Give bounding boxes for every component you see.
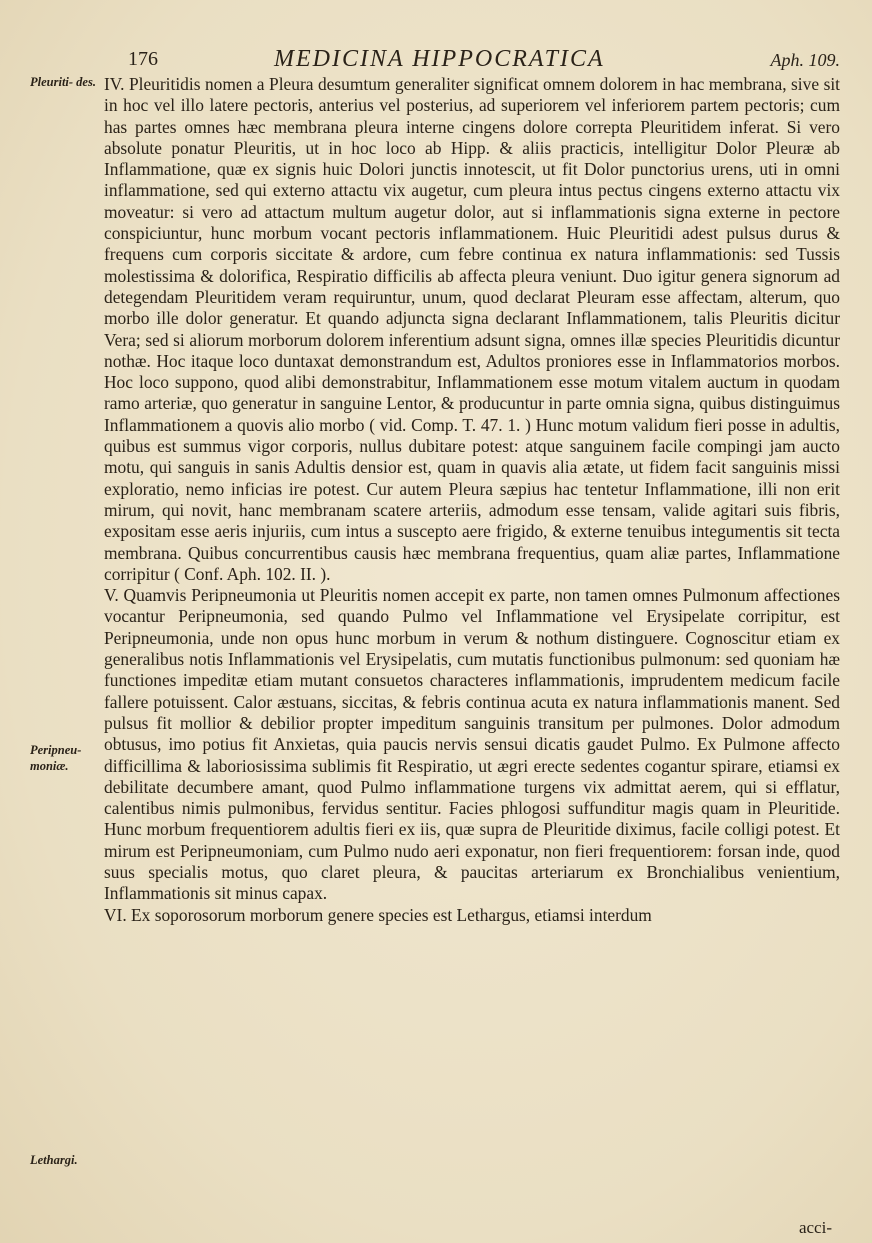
margin-note-lethargi: Lethargi.	[30, 1153, 78, 1167]
paragraph-v: V. Quamvis Peripneumonia ut Pleuritis nomen accepit ex parte, non tamen omnes Pulmonum affectiones vocantur Peripneumonia, sed quando Pulmo vel Inflammatione vel Erysipelate corripitur, est Peripneumonia, unde non opus hunc morbum in verum & nothum distinguere. Cognoscitur etiam ex generalibus notis Inflammationis vel Erysipelatis, cum mutatis functionibus pulmonum: sed quoniam hæ functiones impeditæ etiam mutant consuetos characteres inflammationis, imprudentem medicum facile fallere potuissent. Calor æstuans, siccitas, & febris continua acuta ex natura inflammationis manent. Sed pulsus fit mollior & debilior propter impeditum sanguinis transitum per pulmones. Dolor admodum obtusus, imo potius fit Anxietas, quia paucis nervis sensui dicatis gaudet Pulmo. Ex Pulmone affecto difficillima & laboriosissima sublimis fit Respiratio, ut ægri erecte sedentes cogantur spirare, etiamsi ex debilitate decumbere amant, quod Pulmo inflammatione turgens vix admittat aerem, qui si efflatur, calentibus nimis pulmonibus, fervidus sentitur. Facies phlogosi suffunditur magis quam in Pleuritide. Hunc morbum frequentiorem adultis fieri ex iis, quæ supra de Pleuritide diximus, facile colligi potest. Et mirum est Peripneumoniam, cum Pulmo nudo aeri exponatur, non fieri frequentiorem: forsan inde, quod suus specialis motus, quo claret pleura, & paucitas arteriarum ex Bronchialibus venientium, Inflammationis sit minus capax.	[104, 585, 840, 904]
paragraph-iv: IV. Pleuritidis nomen a Pleura desumtum generaliter significat omnem dolorem in hac membrana, sive sit in hoc vel illo latere pectoris, anterius vel posterius, ad superiorem vel inferiorem partem pectoris; cum has partes omnes hæc membrana pleura interne cingens dolore correpta Pleuritidem inferat. Si vero absolute ponatur Pleuritis, ut in hoc loco ab Hipp. & aliis practicis, intelligitur Dolor Pleuræ ab Inflammatione, quæ ex signis huic Dolori junctis innotescit, ut fit Dolor punctorius urens, uti in omni inflammatione, sed qui externo attactu vix augetur, cum pleura intus pectus cingens externo attactu vix moveatur: si vero ad attactum multum augetur dolor, aut si inflammationis signa externe in pectore conspiciuntur, hunc morbum vocant pectoris inflammationem. Huic Pleuritidi adest pulsus durus & frequens cum corporis siccitate & ardore, cum febre continua ex natura inflammationis: sed Tussis molestissima & dolorifica, Respiratio difficilis ab affecta pleura veniunt. Duo igitur genera signorum ad detegendam Pleuritidem veram requiruntur, unum, quod declarat Pleuram esse affectam, alterum, quo morbo ille dolor generatur. Et quando adjuncta signa declarant Inflammationem, talis Pleuritis dicitur Vera; sed si aliorum morborum dolorem inferentium adsunt signa, omnes illæ species Pleuritidis dicuntur nothæ. Hoc itaque loco duntaxat demonstrandum est, Adultos proniores esse in Inflammatorios morbos. Hoc loco suppono, quod alibi demonstrabitur, Inflammationem esse motum vitalem auctum in quodam ramo arteriæ, quo generatur in sanguine Lentor, & producuntur in parte omnia signa, quibus distinguimus Inflammationem a quovis alio morbo ( vid. Comp. T. 47. 1. ) Hunc motum validum fieri posse in adultis, quibus est summus vigor corporis, nullus dubitare potest: atque sanguinem facile compingi jam aucto motu, qui sanguis in sanis Adultis densior est, quam in quavis alia ætate, ut fidem facit sanguinis missi exploratio, nemo inficias ire potest. Cur autem Pleura sæpius hac tentetur Inflammatione, illi non erit mirum, qui novit, hanc membranam scatere arteriis, admodum esse tensam, valide agitari suis fibris, expositam esse aeris injuriis, cum intus a suscepto aere frigido, & externe tenuibus integumentis sit tecta membrana. Quibus concurrentibus causis hæc membrana frequentius, quam aliæ partes, Inflammatione corripitur ( Conf. Aph. 102. II. ).	[104, 74, 840, 584]
running-head	[128, 46, 840, 72]
body-text	[104, 74, 840, 926]
aphorism-reference: Aph. 109.	[770, 50, 840, 70]
page-number: 176	[128, 48, 158, 70]
margin-note-pleuritides: Pleuriti- des.	[30, 75, 96, 89]
paragraph-vi: VI. Ex soporosorum morborum genere species est Lethargus, etiamsi interdum	[104, 904, 652, 925]
running-title: MEDICINA HIPPOCRATICA	[274, 46, 605, 72]
catchword: acci-	[798, 1218, 832, 1237]
margin-note-peripneumoniae: Peripneu- moniæ.	[30, 743, 82, 773]
